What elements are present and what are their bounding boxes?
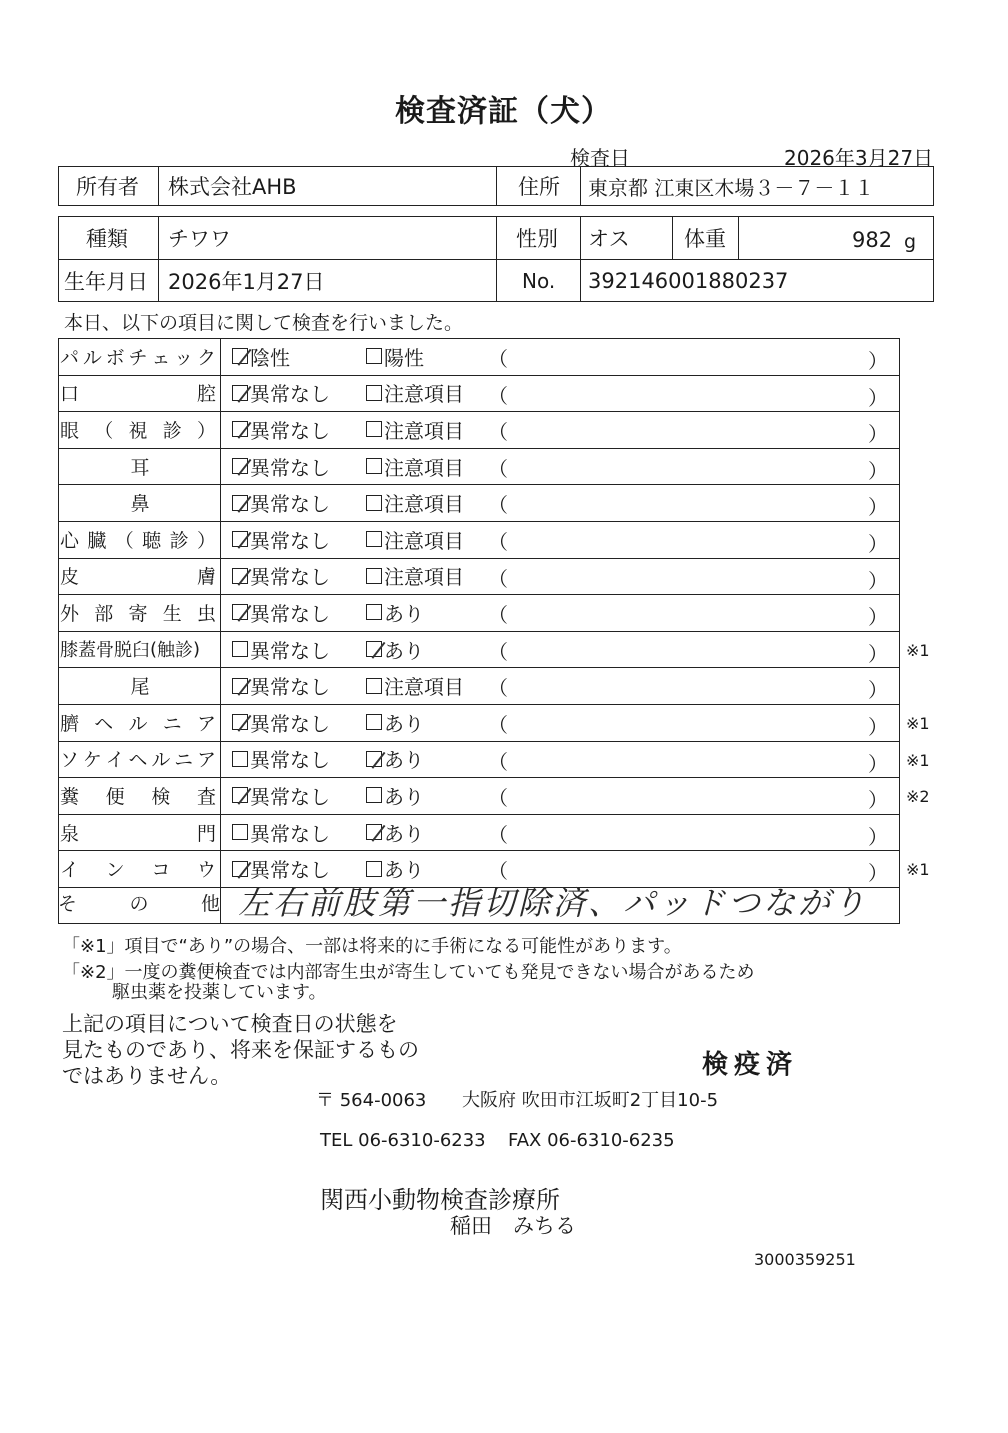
table-row-item-label	[60, 741, 216, 778]
option-label: 陰性	[250, 345, 290, 370]
option-label: 異常なし	[250, 418, 330, 443]
item-label-char: （	[114, 529, 134, 552]
item-label-char: 腔	[196, 383, 216, 406]
item-label-char: 口	[60, 383, 80, 406]
checkbox-icon[interactable]	[366, 531, 382, 547]
item-label-char: 臓	[87, 529, 107, 552]
item-label-char: 脱	[114, 640, 132, 662]
table-row-item-label	[60, 850, 216, 887]
remark-close-paren: ）	[868, 532, 888, 556]
checkbox-icon[interactable]	[366, 641, 382, 657]
checkbox-icon[interactable]	[232, 421, 248, 437]
checkbox-icon[interactable]	[232, 787, 248, 803]
table-row-item-label	[60, 375, 216, 412]
item-label-char: 膚	[196, 566, 216, 589]
item-label-char: イ	[105, 749, 125, 772]
checkbox-icon[interactable]	[366, 861, 382, 877]
remark-open-paren: （	[488, 347, 508, 371]
item-label-char: 尾	[130, 676, 150, 699]
option-label: 異常なし	[250, 711, 330, 736]
item-label-char: 膝	[60, 640, 78, 662]
option-normal[interactable]	[232, 375, 330, 412]
option-abnormal[interactable]	[366, 411, 464, 448]
checkbox-icon[interactable]	[232, 751, 248, 767]
checkbox-icon[interactable]	[232, 861, 248, 877]
item-label-char: 骨	[96, 640, 114, 662]
option-label: 異常なし	[250, 858, 330, 883]
item-label-char: 皮	[60, 566, 80, 589]
remark-close-paren: ）	[868, 605, 888, 630]
checkbox-icon[interactable]	[366, 568, 382, 584]
option-normal[interactable]	[232, 338, 290, 375]
item-label-char: ニ	[162, 712, 182, 735]
table-row-item-label	[60, 411, 216, 448]
other-label	[58, 886, 220, 918]
option-label: 異常なし	[250, 492, 330, 517]
footnote-2b: 駆虫薬を投薬しています。	[112, 982, 327, 1003]
option-normal[interactable]	[232, 741, 330, 778]
option-normal[interactable]	[232, 448, 330, 485]
option-normal[interactable]	[232, 558, 330, 595]
option-abnormal[interactable]	[366, 558, 464, 595]
row-footnote-mark: ※1	[906, 640, 930, 660]
item-label-char: )	[193, 638, 201, 660]
row-footnote-mark: ※1	[906, 750, 930, 770]
option-abnormal[interactable]	[366, 521, 464, 558]
item-label-char: ク	[196, 346, 216, 369]
checkbox-icon[interactable]	[366, 604, 382, 620]
option-normal[interactable]	[232, 704, 330, 741]
option-label: あり	[384, 638, 424, 663]
item-label-char: ウ	[196, 859, 216, 882]
option-normal[interactable]	[232, 631, 330, 668]
remark-close-paren: ）	[868, 568, 888, 593]
item-label-char: ）	[196, 529, 216, 552]
weight-label: 体重	[684, 226, 726, 251]
checkbox-icon[interactable]	[232, 568, 248, 584]
item-label-char: 虫	[196, 602, 216, 625]
item-label-char: （	[94, 419, 114, 442]
item-label-char: ケ	[82, 749, 102, 772]
option-abnormal[interactable]	[366, 741, 424, 778]
option-abnormal[interactable]	[366, 594, 424, 631]
option-abnormal[interactable]	[366, 814, 424, 851]
remark-open-paren: （	[488, 859, 508, 884]
option-label: 注意項目	[384, 418, 464, 443]
option-abnormal[interactable]	[366, 667, 464, 704]
option-abnormal[interactable]	[366, 704, 424, 741]
item-label-char: ン	[105, 859, 125, 882]
checkbox-icon[interactable]	[366, 421, 382, 437]
checkbox-icon[interactable]	[366, 787, 382, 803]
clinic-name: 関西小動物検査診療所	[320, 1186, 560, 1214]
option-normal[interactable]	[232, 521, 330, 558]
item-label-char: ソ	[60, 749, 80, 772]
quarantine-stamp: 検疫済	[702, 1050, 799, 1080]
checkbox-icon[interactable]	[366, 458, 382, 474]
owner-label: 所有者	[76, 175, 139, 199]
item-label-char: 臍	[60, 712, 80, 735]
item-label-char: 便	[105, 785, 125, 808]
owner-value: 株式会社AHB	[168, 175, 297, 199]
remark-close-paren: ）	[868, 641, 888, 666]
item-label-char: 診	[175, 640, 194, 662]
birth-label: 生年月日	[64, 269, 148, 294]
clinic-address: 大阪府 吹田市江坂町2丁目10-5	[462, 1090, 719, 1111]
remark-close-paren: ）	[868, 678, 888, 703]
item-label-char: 鼻	[130, 493, 150, 516]
exam-date-value: 2026年3月27日	[784, 146, 934, 170]
checkbox-icon[interactable]	[366, 348, 382, 364]
item-label-char: 診	[169, 529, 189, 552]
item-label-char: 査	[196, 785, 216, 808]
item-label-char: ア	[196, 712, 216, 735]
checkbox-icon[interactable]	[232, 604, 248, 620]
item-label-char: 泉	[60, 822, 80, 845]
serial-number: 3000359251	[754, 1250, 856, 1269]
option-label: 異常なし	[250, 784, 330, 809]
doctor-name: 稲田 みちる	[450, 1214, 576, 1238]
item-label-char: ッ	[174, 346, 194, 369]
item-label-char: 心	[60, 529, 80, 552]
row-footnote-mark: ※1	[906, 714, 930, 733]
other-label-char: そ	[58, 892, 78, 915]
option-abnormal[interactable]	[366, 375, 464, 412]
option-abnormal[interactable]	[366, 448, 464, 485]
option-abnormal[interactable]	[366, 631, 424, 668]
checkbox-icon[interactable]	[232, 824, 248, 840]
row-footnote-mark: ※1	[906, 860, 930, 880]
checkbox-icon[interactable]	[366, 714, 382, 730]
checkbox-icon[interactable]	[232, 348, 248, 364]
remark-close-paren: ）	[868, 861, 888, 886]
option-label: 異常なし	[250, 601, 330, 626]
disclaimer-line-1: 上記の項目について検査日の状態を	[62, 1012, 398, 1036]
address-label: 住所	[518, 175, 560, 199]
remark-close-paren: ）	[868, 788, 888, 813]
item-label-char: ヘ	[94, 712, 114, 735]
option-label: あり	[384, 711, 424, 736]
option-normal[interactable]	[232, 667, 330, 704]
table-row-item-label	[80, 667, 200, 704]
remark-open-paren: （	[488, 420, 508, 445]
option-label: 注意項目	[384, 455, 464, 480]
remark-open-paren: （	[488, 676, 508, 701]
disclaimer-line-2: 見たものであり、将来を保証するもの	[62, 1038, 419, 1062]
kind-label: 種類	[86, 226, 128, 251]
kind-value: チワワ	[168, 226, 231, 251]
item-label-char: 視	[128, 419, 148, 442]
remark-open-paren: （	[488, 822, 508, 847]
item-label-char: ボ	[105, 346, 125, 369]
disclaimer-line-3: ではありません。	[62, 1064, 232, 1088]
option-label: 注意項目	[384, 492, 464, 517]
postal-code: 〒 564-0063	[316, 1090, 427, 1111]
item-label-char: 門	[196, 822, 216, 845]
option-normal[interactable]	[232, 594, 330, 631]
option-label: 異常なし	[250, 382, 330, 407]
item-label-char: 診	[162, 419, 182, 442]
checkbox-icon[interactable]	[232, 531, 248, 547]
item-label-char: 外	[60, 602, 80, 625]
remark-close-paren: ）	[868, 751, 888, 776]
option-normal[interactable]	[232, 814, 330, 851]
checkbox-icon[interactable]	[232, 495, 248, 511]
remark-open-paren: （	[488, 566, 508, 591]
option-label: 異常なし	[250, 528, 330, 553]
remark-close-paren: ）	[868, 349, 888, 373]
option-normal[interactable]	[232, 411, 330, 448]
option-label: あり	[384, 821, 424, 846]
item-label-char: ア	[196, 749, 216, 772]
other-value-handwritten: 左右前肢第一指切除済、パッドつながり	[238, 884, 869, 922]
option-label: 異常なし	[250, 565, 330, 590]
option-normal[interactable]	[232, 484, 330, 521]
birth-value: 2026年1月27日	[168, 269, 325, 294]
other-label-char: の	[129, 892, 149, 915]
item-label-char: コ	[151, 859, 171, 882]
item-label-char: 部	[94, 602, 114, 625]
checkbox-icon[interactable]	[232, 678, 248, 694]
remark-open-paren: （	[488, 786, 508, 811]
option-label: あり	[384, 784, 424, 809]
option-abnormal[interactable]	[366, 777, 424, 814]
remark-open-paren: （	[488, 639, 508, 664]
remark-close-paren: ）	[868, 715, 888, 739]
table-row-item-label	[60, 777, 216, 814]
table-row-item-label	[60, 631, 216, 668]
table-row-item-label	[60, 594, 216, 631]
checkbox-icon[interactable]	[232, 641, 248, 657]
item-label-char: パ	[60, 346, 80, 369]
address-value: 東京都 江東区木場３－７－１１	[588, 175, 875, 200]
option-label: 注意項目	[384, 382, 464, 407]
item-label-char: (	[150, 638, 158, 660]
option-abnormal[interactable]	[366, 338, 424, 375]
checkbox-icon[interactable]	[232, 458, 248, 474]
remark-open-paren: （	[488, 493, 508, 518]
option-normal[interactable]	[232, 777, 330, 814]
item-label-char: 寄	[128, 602, 148, 625]
item-label-char: 耳	[130, 456, 150, 479]
remark-close-paren: ）	[868, 385, 888, 410]
item-label-char: 糞	[60, 785, 80, 808]
item-label-char: ）	[196, 419, 216, 442]
remark-open-paren: （	[488, 713, 508, 737]
item-label-char: ヘ	[128, 749, 148, 772]
item-label-char: ル	[82, 346, 102, 369]
number-value: 392146001880237	[588, 268, 789, 293]
sex-value: オス	[588, 226, 630, 251]
item-label-char: 臼	[132, 640, 150, 662]
option-label: 注意項目	[384, 528, 464, 553]
remark-close-paren: ）	[868, 824, 888, 849]
table-row-item-label	[80, 448, 200, 485]
option-label: あり	[384, 748, 424, 773]
item-label-char: ル	[151, 749, 171, 772]
remark-open-paren: （	[488, 530, 508, 554]
option-label: 異常なし	[250, 455, 330, 480]
option-label: 異常なし	[250, 675, 330, 700]
remark-open-paren: （	[488, 749, 508, 774]
option-label: あり	[384, 601, 424, 626]
table-row-item-label	[60, 558, 216, 595]
number-label: No.	[522, 268, 556, 293]
option-abnormal[interactable]	[366, 484, 464, 521]
remark-close-paren: ）	[868, 495, 888, 520]
checkbox-icon[interactable]	[232, 385, 248, 401]
footnote-2a: 「※2」一度の糞便検査では内部寄生虫が寄生していても発見できない場合があるため	[62, 962, 755, 983]
checkbox-icon[interactable]	[366, 495, 382, 511]
other-label-char: 他	[200, 892, 220, 915]
table-row-item-label	[80, 484, 200, 521]
checkbox-icon[interactable]	[366, 751, 382, 767]
row-footnote-mark: ※2	[906, 787, 930, 807]
clinic-fax: FAX 06-6310-6235	[508, 1130, 675, 1151]
option-label: 注意項目	[384, 565, 464, 590]
remark-open-paren: （	[488, 603, 508, 628]
table-row-item-label	[60, 521, 216, 558]
remark-open-paren: （	[488, 383, 508, 408]
weight-value: 982	[852, 227, 893, 252]
weight-unit: g	[904, 230, 917, 253]
option-label: 注意項目	[384, 675, 464, 700]
item-label-char: 生	[162, 602, 182, 625]
checkbox-icon[interactable]	[366, 385, 382, 401]
table-row-item-label	[60, 814, 216, 851]
option-label: 異常なし	[250, 821, 330, 846]
item-label-char: 蓋	[78, 640, 96, 662]
option-label: 異常なし	[250, 638, 330, 663]
item-label-char: 聴	[142, 529, 162, 552]
item-label-char: チ	[128, 346, 148, 369]
item-label-char: 眼	[60, 419, 80, 442]
remark-close-paren: ）	[868, 458, 888, 483]
item-label-char: 検	[151, 785, 171, 808]
checkbox-icon[interactable]	[232, 714, 248, 730]
option-label: 異常なし	[250, 748, 330, 773]
table-row-item-label	[60, 338, 216, 375]
remark-close-paren: ）	[868, 422, 888, 447]
intro-text: 本日、以下の項目に関して検査を行いました。	[64, 312, 464, 334]
checkbox-icon[interactable]	[366, 824, 382, 840]
clinic-tel: TEL 06-6310-6233	[320, 1130, 486, 1151]
item-label-char: 触	[157, 640, 176, 662]
table-row-item-label	[60, 704, 216, 741]
item-label-char: ニ	[174, 749, 194, 772]
item-label-char: イ	[60, 859, 80, 882]
remark-open-paren: （	[488, 456, 508, 481]
item-label-char: ル	[128, 712, 148, 735]
checkbox-icon[interactable]	[366, 678, 382, 694]
exam-date-label: 検査日	[570, 146, 630, 170]
option-label: あり	[384, 858, 424, 883]
sex-label: 性別	[516, 226, 558, 251]
page-title: 検査済証（犬）	[395, 94, 612, 129]
footnote-1: 「※1」項目で“あり”の場合、一部は将来的に手術になる可能性があります。	[62, 936, 682, 957]
item-label-char: ェ	[151, 346, 171, 369]
option-label: 陽性	[384, 345, 424, 370]
